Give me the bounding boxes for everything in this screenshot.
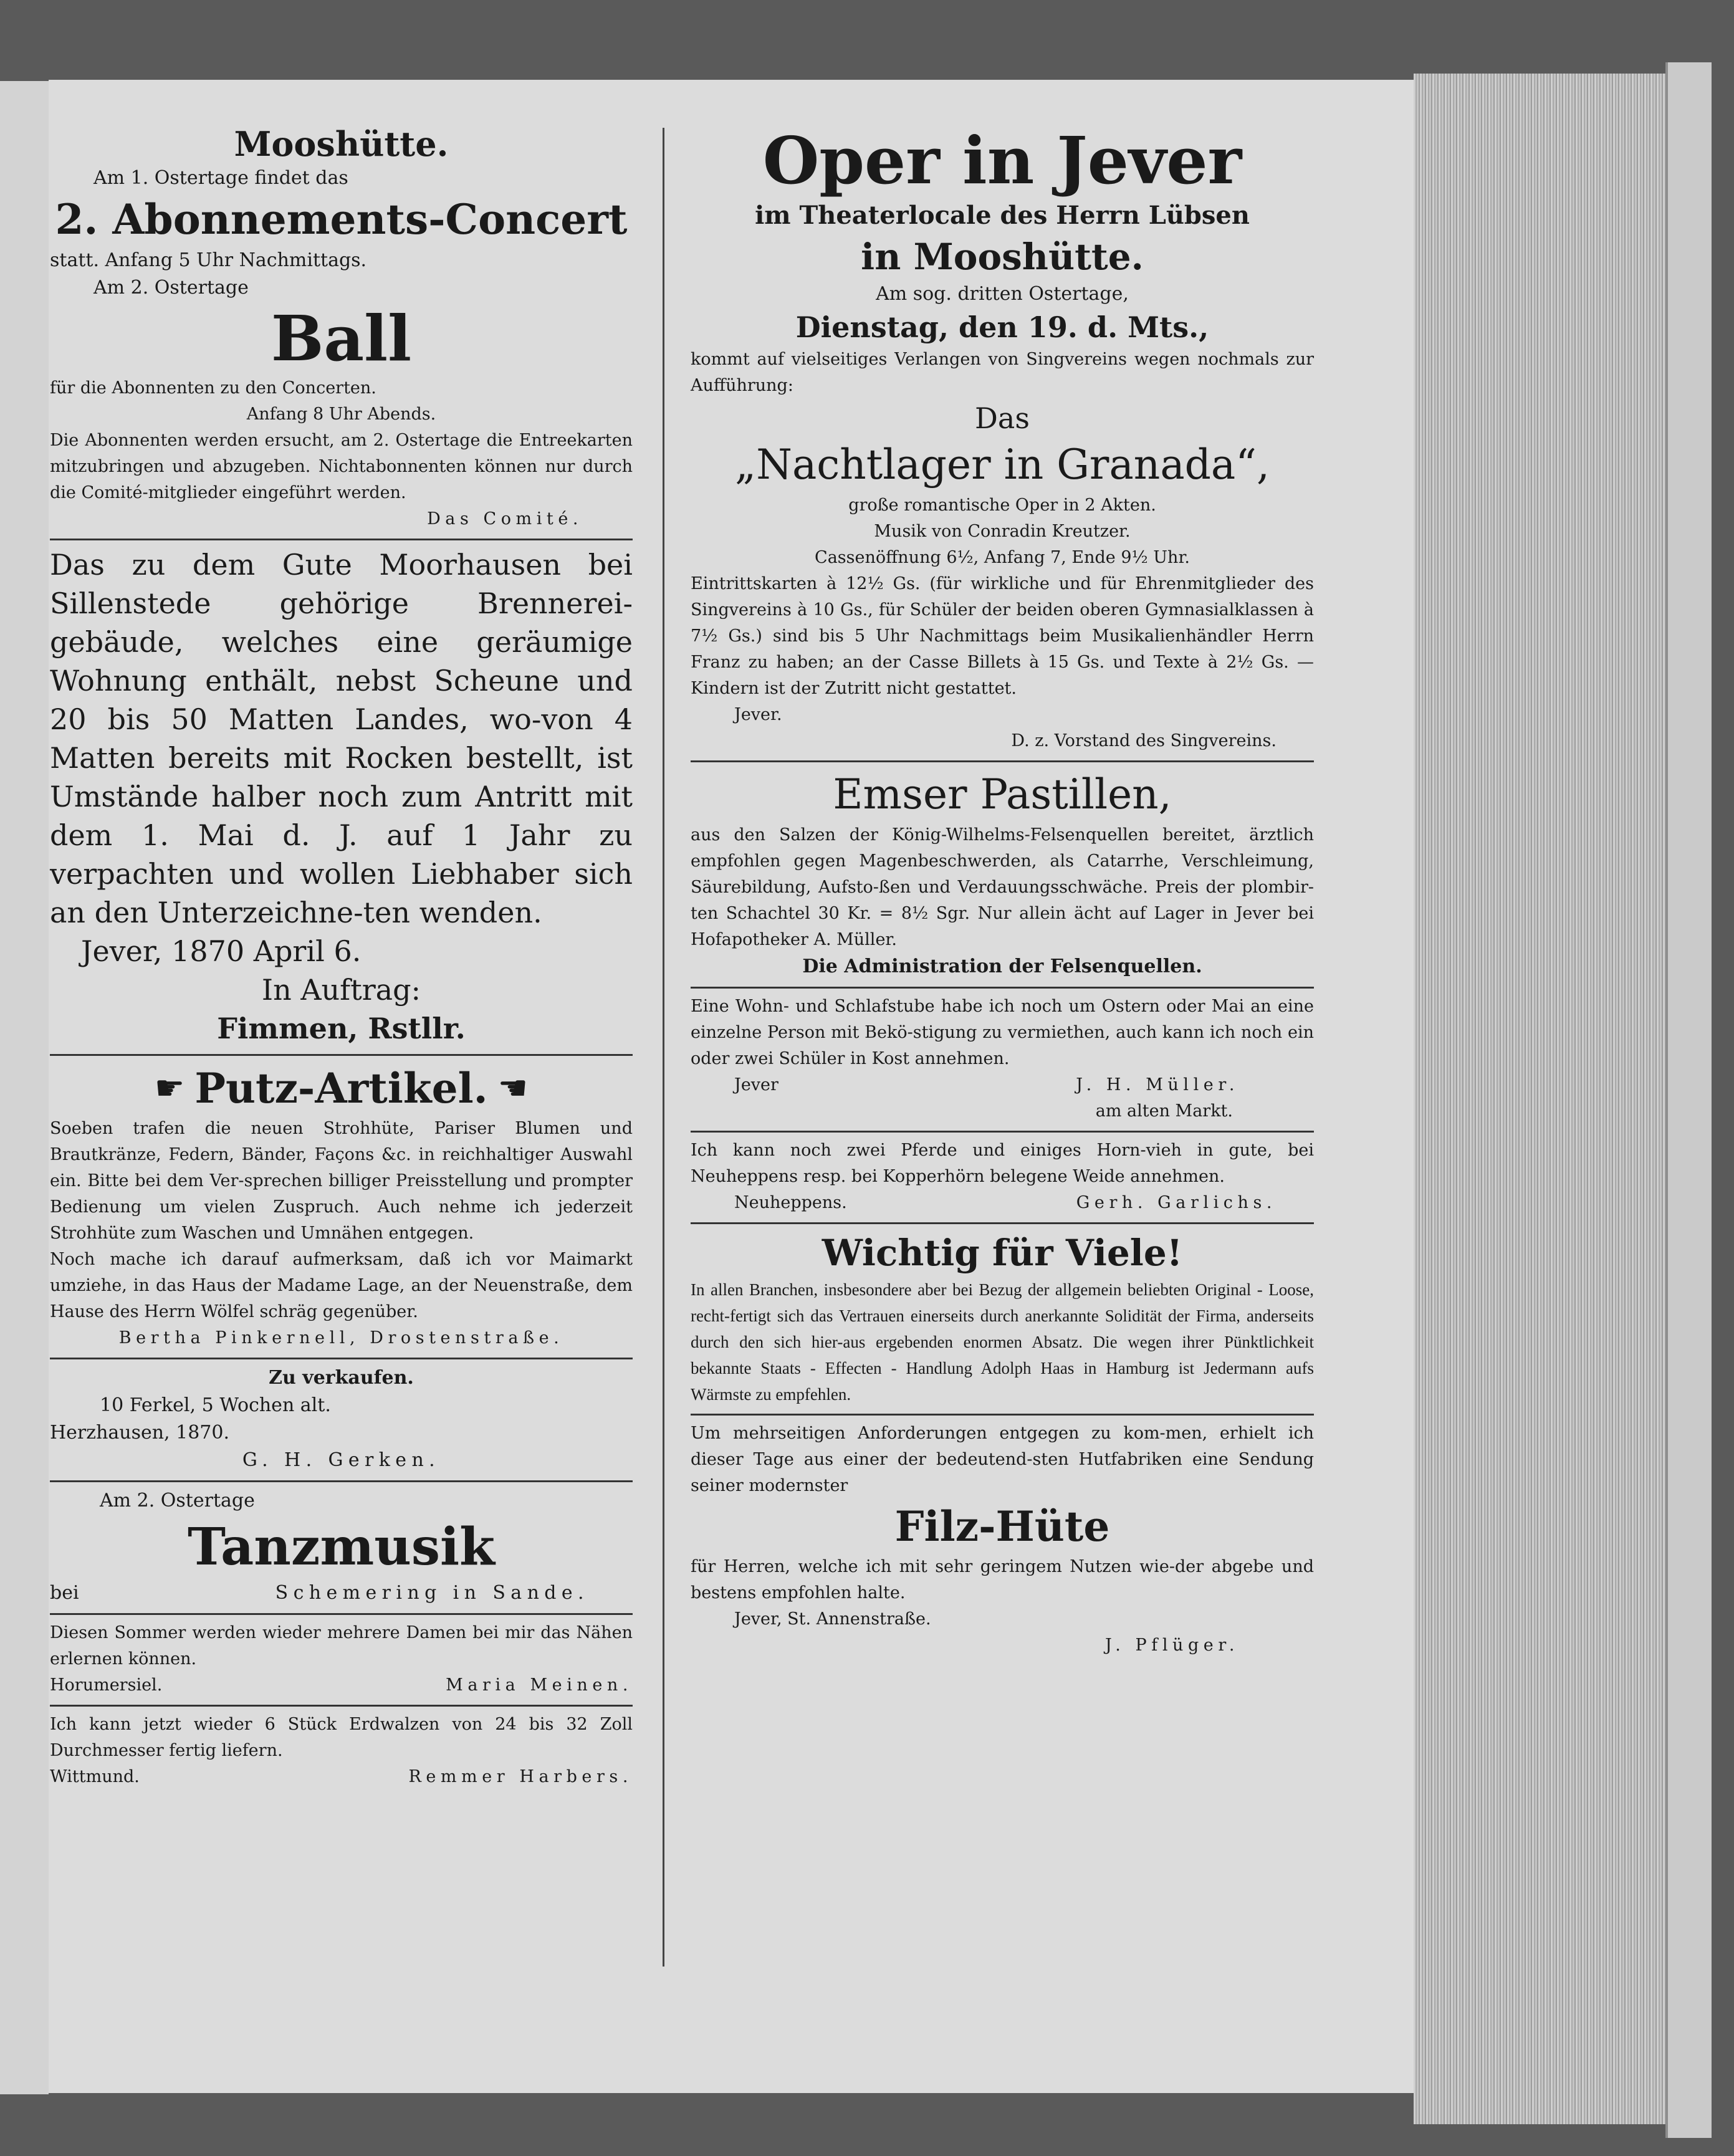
ad-putz-artikel: ☛ Putz-Artikel. ☚ Soeben trafen die neuen Strohhüte, Pariser Blumen und Brautkränze, Federn, Bänder, Façons &c. in reichhaltiger Auswahl ein. Bitte bei dem Ver-sprechen billiger Preisstellung und prompter Bedienung um vielen Zuspruch. Auch nehme ich jederzeit Strohhüte zum Waschen und Umnähen entgegen. Noch mache ich darauf aufmerksam, daß ich vor Maimarkt umziehe, in das Haus der Madame Lage, an der Neuenstraße, dem Hause des Herrn Wölfel schräg gegenüber. Bertha Pinkernell, Drostenstraße. [50, 1056, 633, 1359]
book-page-edges [1414, 74, 1665, 2124]
pointing-hand-right-icon: ☛ [154, 1068, 185, 1108]
ad-signature: D. z. Vorstand des Singvereins. [1011, 731, 1277, 750]
ad-emser-pastillen: Emser Pastillen, aus den Salzen der König-Wilhelms-Felsenquellen bereitet, ärztlich empfohlen gegen Magenbeschwerden, als Catarrhe, Verschleimung, Säurebildung, Aufsto-ßen und Verdauungsschwäche. Preis der plombir-ten Schachtel 30 Kr. = 8½ Sgr. Nur allein ächt auf Lager in Jever bei Hofapotheker A. Müller. Die Administration der Felsenquellen. [691, 762, 1314, 989]
left-column [50, 118, 633, 1796]
ad-title: Emser Pastillen, [833, 770, 1172, 818]
ad-tanzmusik: Am 2. Ostertage Tanzmusik bei Schemering in Sande. [50, 1482, 633, 1615]
ad-signature: J. Pflüger. [1104, 1636, 1239, 1655]
ball-heading: Ball [271, 302, 412, 375]
pointing-hand-left-icon: ☚ [497, 1068, 529, 1108]
ad-signature: Remmer Harbers. [408, 1767, 633, 1786]
book-cover-edge [1665, 62, 1712, 2138]
ad-title: Mooshütte. [234, 124, 449, 164]
right-column [691, 118, 1314, 1665]
concert-heading: 2. Abonnements-Concert [55, 195, 628, 244]
ad-erdwalzen: Ich kann jetzt wieder 6 Stück Erdwalzen von 24 bis 32 Zoll Durchmesser fertig liefern. Wittmund. Remmer Harbers. [50, 1707, 633, 1796]
ad-filz-huete: Um mehrseitigen Anforderungen entgegen zu kom-men, erhielt ich dieser Tage aus einer der bedeutend-sten Hutfabriken eine Sendung seiner modernster Filz-Hüte für Herren, welche ich mit sehr geringem Nutzen wie-der abgebe und bestens empfohlen halte. Jever, St. Annenstraße. J. Pflüger. [691, 1416, 1314, 1665]
ad-ferkel-sale: Zu verkaufen. 10 Ferkel, 5 Wochen alt. Herzhausen, 1870. G. H. Gerken. [50, 1359, 633, 1482]
ad-signature: Maria Meinen. [446, 1675, 633, 1695]
ad-signature: Fimmen, Rstllr. [217, 1012, 466, 1045]
ad-wohnstube: Eine Wohn- und Schlafstube habe ich noch um Ostern oder Mai an eine einzelne Person mit Bekö-stigung zu vermiethen, auch kann ich noch ein oder zwei Schüler in Kost annehmen. Jever J. H. Müller. am alten Markt. [691, 989, 1314, 1133]
column-divider [663, 128, 664, 1967]
ad-wichtig-fuer-viele: Wichtig für Viele! In allen Branchen, insbesondere aber bei Bezug der allgemein beliebten Original - Loose, recht-fertigt sich das Vertrauen einerseits durch anerkannte Solidität der Firma, anderseits durch den sich hier-aus ergebenden enormen Absatz. Die wegen ihrer Pünktlichkeit bekannte Staats - Effecten - Handlung Adolph Haas in Hamburg ist Jedermann aufs Wärmste zu empfehlen. [691, 1224, 1314, 1416]
ad-title: Tanzmusik [187, 1517, 495, 1577]
ad-brennerei-lease: Das zu dem Gute Moorhausen bei Sillenstede gehörige Brennerei-gebäude, welches eine geräumige Wohnung enthält, nebst Scheune und 20 bis 50 Matten Landes, wo-von 4 Matten bereits mit Rocken bestellt, ist Umstände halber noch zum Antritt mit dem 1. Mai d. J. auf 1 Jahr zu verpachten und wollen Liebhaber sich an den Unterzeichne-ten wenden. Jever, 1870 April 6. In Auftrag: Fimmen, Rstllr. [50, 540, 633, 1056]
ad-signature: Das Comité. [427, 509, 583, 529]
ad-signature: J. H. Müller. [1076, 1075, 1239, 1095]
ad-mooshuette-concert: Mooshütte. Am 1. Ostertage findet das 2. Abonnements-Concert statt. Anfang 5 Uhr Nachmittags. Am 2. Ostertage Ball für die Abonnenten zu den Concerten. Anfang 8 Uhr Abends. Die Abonnenten werden ersucht, am 2. Ostertage die Entreekarten mitzubringen und abzugeben. Nichtabonnenten können nur durch die Comité-mitglieder eingeführt werden. Das Comité. [50, 118, 633, 540]
ad-title: Wichtig für Viele! [821, 1232, 1183, 1274]
ad-signature: Gerh. Garlichs. [1076, 1193, 1277, 1212]
facing-page-edge [0, 81, 49, 2094]
ad-signature: Die Administration der Felsenquellen. [802, 956, 1202, 977]
ad-weide: Ich kann noch zwei Pferde und einiges Horn-vieh in gute, bei Neuheppens resp. bei Kopperhörn belegene Weide annehmen. Neuheppens. Gerh. Garlichs. [691, 1133, 1314, 1224]
ad-signature: G. H. Gerken. [242, 1449, 441, 1471]
ad-signature: Bertha Pinkernell, Drostenstraße. [118, 1328, 564, 1348]
opera-title: „Nachtlager in Granada“, [735, 441, 1270, 489]
ad-title: Oper in Jever [762, 122, 1242, 199]
ad-naehen: Diesen Sommer werden wieder mehrere Damen bei mir das Nähen erlernen können. Horumersiel. Maria Meinen. [50, 1615, 633, 1707]
ad-title: Filz-Hüte [894, 1502, 1110, 1551]
ad-title: Putz-Artikel. [194, 1064, 488, 1113]
ad-title: Zu verkaufen. [269, 1367, 414, 1389]
ad-oper-in-jever: Oper in Jever im Theaterlocale des Herrn Lübsen in Mooshütte. Am sog. dritten Ostertage, Dienstag, den 19. d. Mts., kommt auf vielseitiges Verlangen von Singvereins wegen nochmals zur Aufführung: Das „Nachtlager in Granada“, große romantische Oper in 2 Akten. Musik von Conradin Kreutzer. Cassenöffnung 6½, Anfang 7, Ende 9½ Uhr. Eintrittskarten à 12½ Gs. (für wirkliche und für Ehrenmitglieder des Singvereins à 10 Gs., für Schüler der beiden oberen Gymnasialklassen à 7½ Gs.) sind bis 5 Uhr Nachmittags beim Musikalienhändler Herrn Franz zu haben; an der Casse Billets à 15 Gs. und Texte à 2½ Gs. — Kindern ist der Zutritt nicht gestattet. Jever. D. z. Vorstand des Singvereins. [691, 118, 1314, 762]
